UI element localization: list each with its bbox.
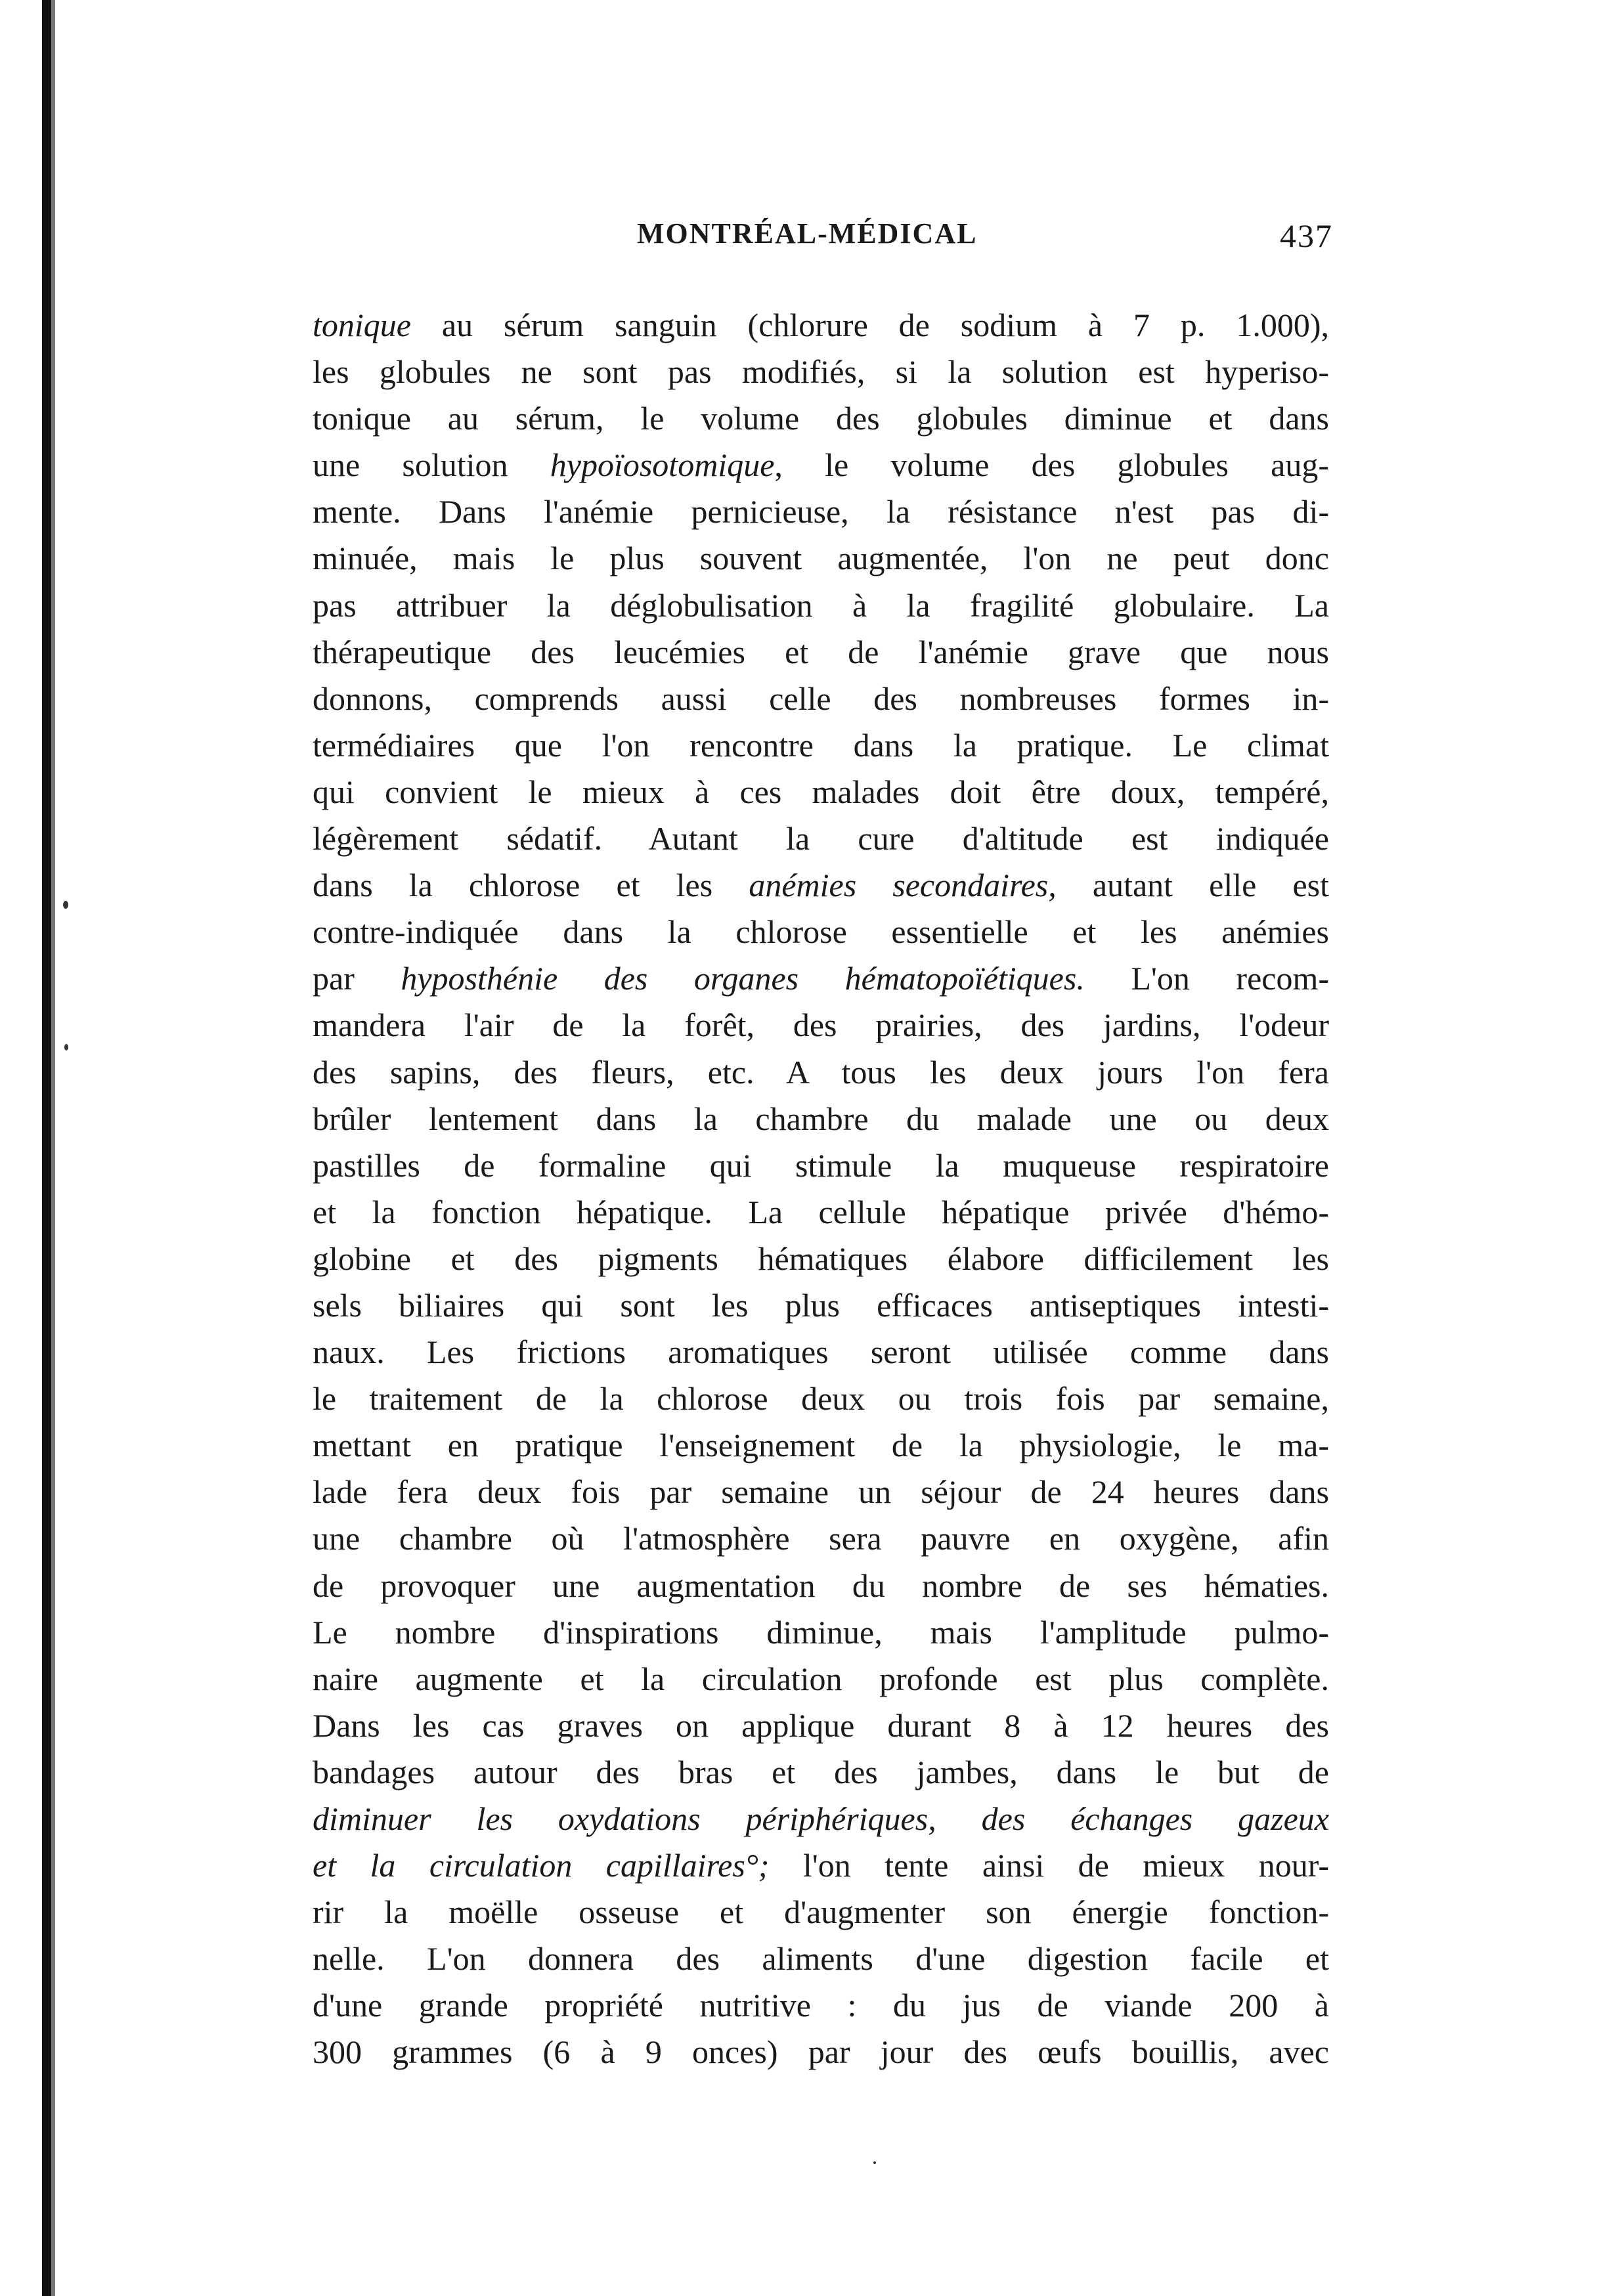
text-run: les globules ne sont pas modifiés, si la solution est hyperiso- xyxy=(313,353,1329,391)
text-run: sels biliaires qui sont les plus efficaces antiseptiques intesti- xyxy=(313,1286,1329,1324)
text-line xyxy=(313,955,1329,1002)
text-line xyxy=(313,1749,1329,1796)
text-run: brûler lentement dans la chambre du malade une ou deux xyxy=(313,1100,1329,1137)
text-run: dans la chlorose et les xyxy=(313,867,749,904)
text-line xyxy=(313,1936,1329,1982)
page-number: 437 xyxy=(1280,217,1333,254)
text-line xyxy=(313,1002,1329,1049)
text-line xyxy=(313,1702,1329,1749)
text-line xyxy=(313,769,1329,815)
italic-run: diminuer les oxydations périphériques, des échanges gazeux xyxy=(313,1800,1329,1837)
text-run: qui convient le mieux à ces malades doit être doux, tempéré, xyxy=(313,773,1329,810)
text-line xyxy=(313,395,1329,442)
text-line xyxy=(313,1563,1329,1609)
text-line xyxy=(313,1142,1329,1189)
text-run: pastilles de formaline qui stimule la muqueuse respiratoire xyxy=(313,1146,1329,1184)
italic-run: anémies secondaires, xyxy=(749,867,1057,904)
text-line xyxy=(313,488,1329,535)
text-line xyxy=(313,1609,1329,1656)
text-run: l'on tente ainsi de mieux nour- xyxy=(769,1847,1329,1884)
text-run: nelle. L'on donnera des aliments d'une digestion facile et xyxy=(313,1940,1329,1978)
text-run: globine et des pigments hématiques élabore difficilement les xyxy=(313,1240,1329,1277)
text-run: une chambre où l'atmosphère sera pauvre en oxygène, afin xyxy=(313,1520,1329,1557)
text-run: mandera l'air de la forêt, des prairies, des jardins, l'odeur xyxy=(313,1007,1329,1044)
text-run: naux. Les frictions aromatiques seront utilisée comme dans xyxy=(313,1333,1329,1371)
text-line xyxy=(313,535,1329,582)
text-run: mettant en pratique l'enseignement de la physiologie, le ma- xyxy=(313,1427,1329,1464)
text-line xyxy=(313,302,1329,349)
text-run: L'on recom- xyxy=(1084,960,1329,997)
body-text xyxy=(313,302,1329,2076)
text-line xyxy=(313,722,1329,769)
text-line xyxy=(313,1096,1329,1142)
text-run: , le volume des globules aug- xyxy=(774,446,1329,484)
text-line xyxy=(313,1889,1329,1936)
italic-run: hyposthénie des organes hématopoïétiques. xyxy=(401,960,1085,997)
text-line xyxy=(313,1515,1329,1562)
text-run: naire augmente et la circulation profonde est plus complète. xyxy=(313,1660,1329,1697)
text-line xyxy=(313,1842,1329,1889)
text-run: le traitement de la chlorose deux ou trois fois par semaine, xyxy=(313,1380,1329,1418)
text-line xyxy=(313,582,1329,629)
text-run: des sapins, des fleurs, etc. A tous les deux jours l'on fera xyxy=(313,1053,1329,1091)
text-line xyxy=(313,676,1329,722)
text-run: Le nombre d'inspirations diminue, mais l'amplitude pulmo- xyxy=(313,1613,1329,1651)
text-line xyxy=(313,1656,1329,1702)
text-line xyxy=(313,1189,1329,1236)
text-run: et la fonction hépatique. La cellule hépatique privée d'hémo- xyxy=(313,1193,1329,1230)
text-line xyxy=(313,349,1329,395)
text-run: d'une grande propriété nutritive : du jus de viande 200 à xyxy=(313,1987,1329,2024)
text-run: rir la moëlle osseuse et d'augmenter son énergie fonction- xyxy=(313,1894,1329,1931)
text-run: pas attribuer la déglobulisation à la fragilité globulaire. La xyxy=(313,586,1329,624)
italic-run: tonique xyxy=(313,307,411,343)
text-line xyxy=(313,1796,1329,1842)
scan-binding-edge xyxy=(42,0,51,2296)
scan-speck xyxy=(873,2161,876,2164)
text-line xyxy=(313,1469,1329,1515)
text-run: termédiaires que l'on rencontre dans la pratique. Le climat xyxy=(313,726,1329,764)
text-run: de provoquer une augmentation du nombre de ses hématies. xyxy=(313,1567,1329,1604)
text-run: donnons, comprends aussi celle des nombreuses formes in- xyxy=(313,680,1329,717)
scan-speck xyxy=(64,1044,68,1051)
text-run: minuée, mais le plus souvent augmentée, l'on ne peut donc xyxy=(313,540,1329,577)
text-run: Dans les cas graves on applique durant 8 à 12 heures des xyxy=(313,1706,1329,1744)
text-run: bandages autour des bras et des jambes, dans le but de xyxy=(313,1753,1329,1790)
text-line xyxy=(313,629,1329,676)
text-line xyxy=(313,909,1329,955)
scan-speck xyxy=(63,901,68,909)
text-run: thérapeutique des leucémies et de l'anémie grave que nous xyxy=(313,633,1329,670)
text-line xyxy=(313,815,1329,862)
text-line xyxy=(313,2029,1329,2075)
text-run: tonique au sérum, le volume des globules diminue et dans xyxy=(313,400,1329,437)
text-line xyxy=(313,1282,1329,1329)
text-line xyxy=(313,1236,1329,1282)
text-line xyxy=(313,1982,1329,2029)
text-run: mente. Dans l'anémie pernicieuse, la résistance n'est pas di- xyxy=(313,493,1329,531)
page-header xyxy=(637,217,1333,263)
italic-run: hypoïosotomique xyxy=(550,446,775,484)
text-line xyxy=(313,1422,1329,1469)
text-run: au sérum sanguin (chlorure de sodium à 7 p. 1.000), xyxy=(410,307,1329,343)
text-run: légèrement sédatif. Autant la cure d'altitude est indiquée xyxy=(313,820,1329,857)
text-line xyxy=(313,1375,1329,1422)
scan-binding-shadow xyxy=(51,0,55,2296)
running-title: MONTRÉAL-MÉDICAL xyxy=(637,217,978,249)
text-run: 300 grammes (6 à 9 onces) par jour des œufs bouillis, avec xyxy=(313,2033,1329,2071)
italic-run: et la circulation capillaires°; xyxy=(313,1847,770,1884)
text-run: lade fera deux fois par semaine un séjour de 24 heures dans xyxy=(313,1473,1329,1511)
text-line xyxy=(313,862,1329,909)
text-run: contre-indiquée dans la chlorose essentielle et les anémies xyxy=(313,913,1329,951)
text-line xyxy=(313,1329,1329,1375)
text-line xyxy=(313,1049,1329,1096)
text-line xyxy=(313,442,1329,488)
text-run: autant elle est xyxy=(1056,867,1329,904)
text-run: par xyxy=(313,960,401,997)
text-run: une solution xyxy=(313,446,550,484)
